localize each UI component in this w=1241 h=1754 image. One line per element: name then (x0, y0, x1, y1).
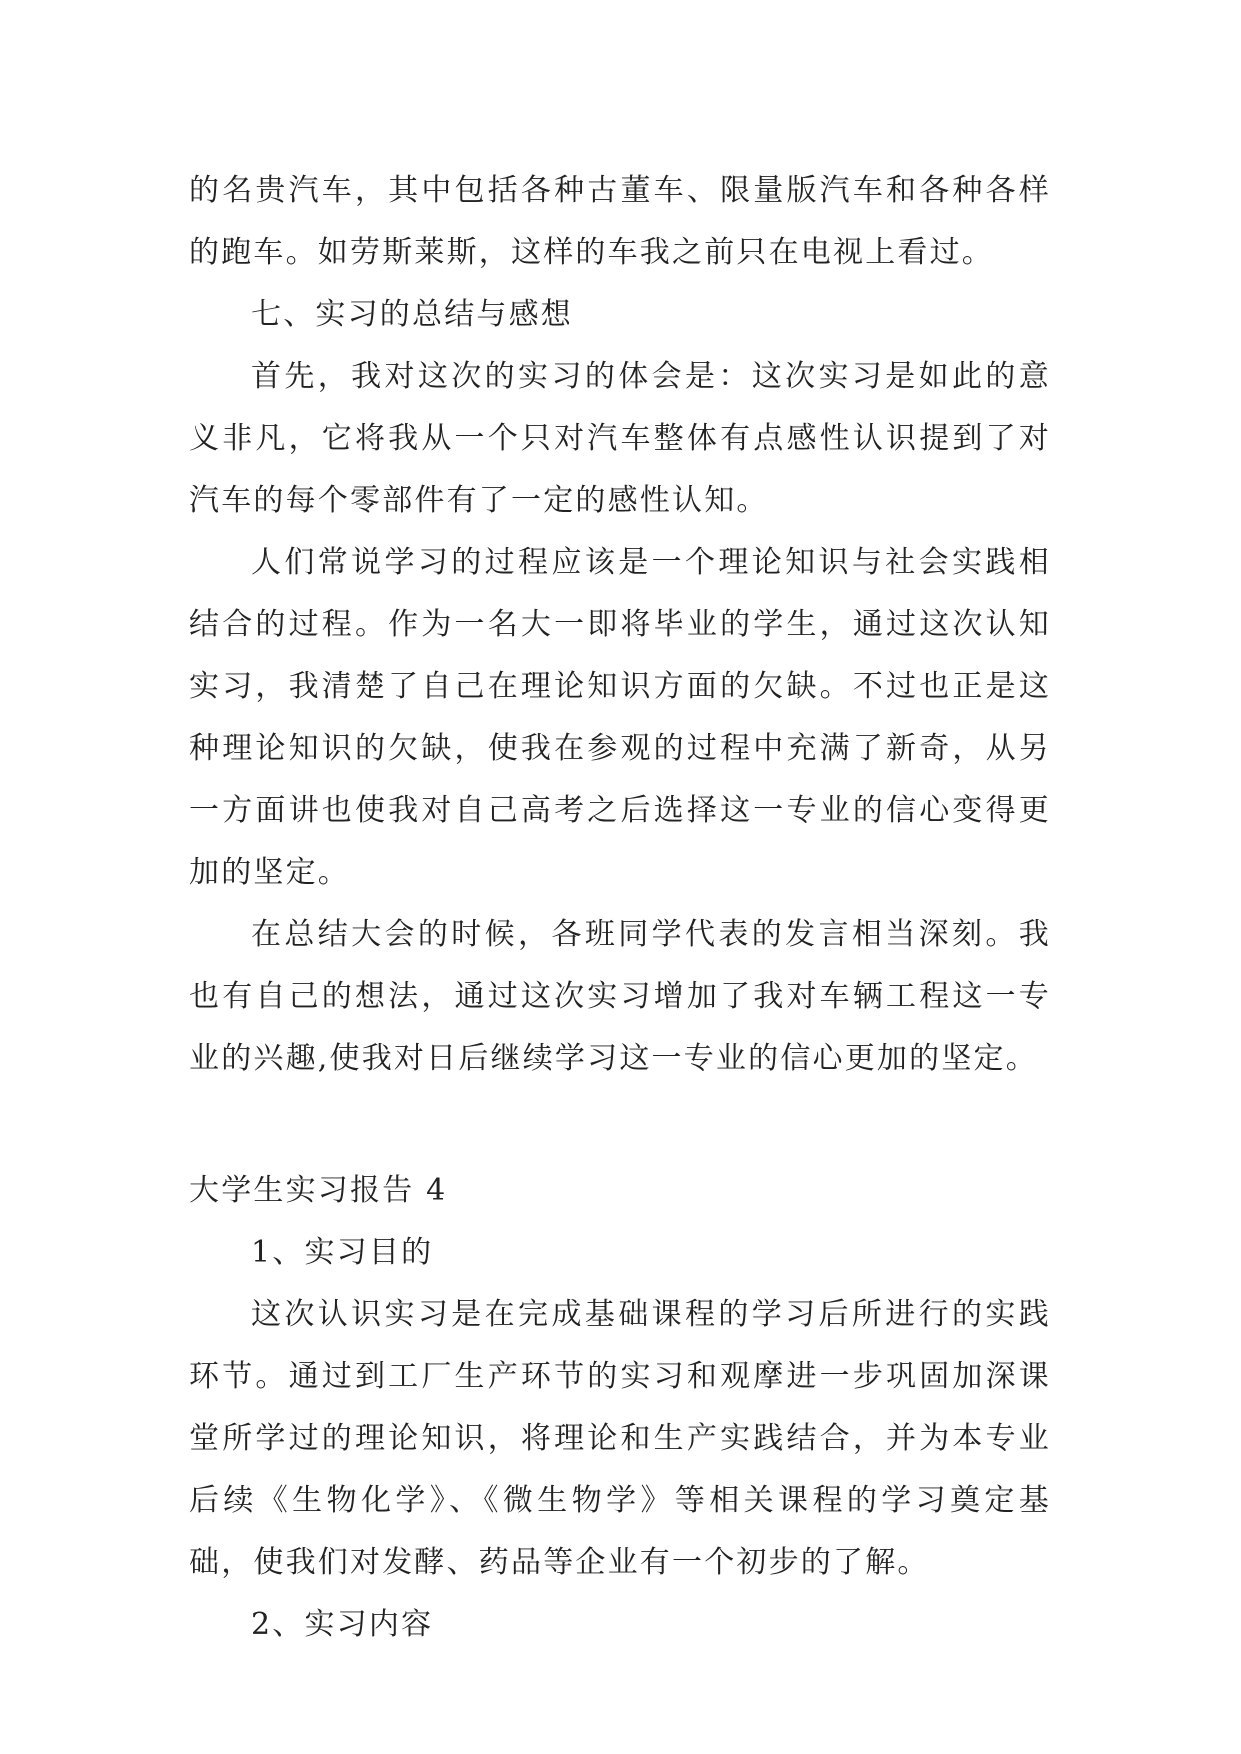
document-body (189, 160, 1051, 1656)
summary-paragraph-1: 首先，我对这次的实习的体会是：这次实习是如此的意义非凡，它将我从一个只对汽车整体有点感性认识提到了对汽车的每个零部件有了一定的感性认知。 (189, 359, 1051, 518)
continuation-paragraph: 的名贵汽车，其中包括各种古董车、限量版汽车和各种各样的跑车。如劳斯莱斯，这样的车我之前只在电视上看过。 (189, 173, 1051, 270)
heading-content: 2、实习内容 (251, 1607, 434, 1642)
heading-purpose: 1、实习目的 (251, 1235, 434, 1270)
section-heading-summary: 七、实习的总结与感想 (251, 297, 573, 332)
purpose-paragraph: 这次认识实习是在完成基础课程的学习后所进行的实践环节。通过到工厂生产环节的实习和观摩进一步巩固加深课堂所学过的理论知识，将理论和生产实践结合，并为本专业后续《生物化学》、《微生物学》等相关课程的学习奠定基础，使我们对发酵、药品等企业有一个初步的了解。 (189, 1297, 1051, 1580)
summary-paragraph-3: 在总结大会的时候，各班同学代表的发言相当深刻。我也有自己的想法，通过这次实习增加了我对车辆工程这一专业的兴趣,使我对日后继续学习这一专业的信心更加的坚定。 (189, 917, 1051, 1076)
report-title: 大学生实习报告 4 (189, 1173, 448, 1208)
summary-paragraph-2: 人们常说学习的过程应该是一个理论知识与社会实践相结合的过程。作为一名大一即将毕业的学生，通过这次认知实习，我清楚了自己在理论知识方面的欠缺。不过也正是这种理论知识的欠缺，使我在参观的过程中充满了新奇，从另一方面讲也使我对自己高考之后选择这一专业的信心变得更加的坚定。 (189, 545, 1051, 890)
